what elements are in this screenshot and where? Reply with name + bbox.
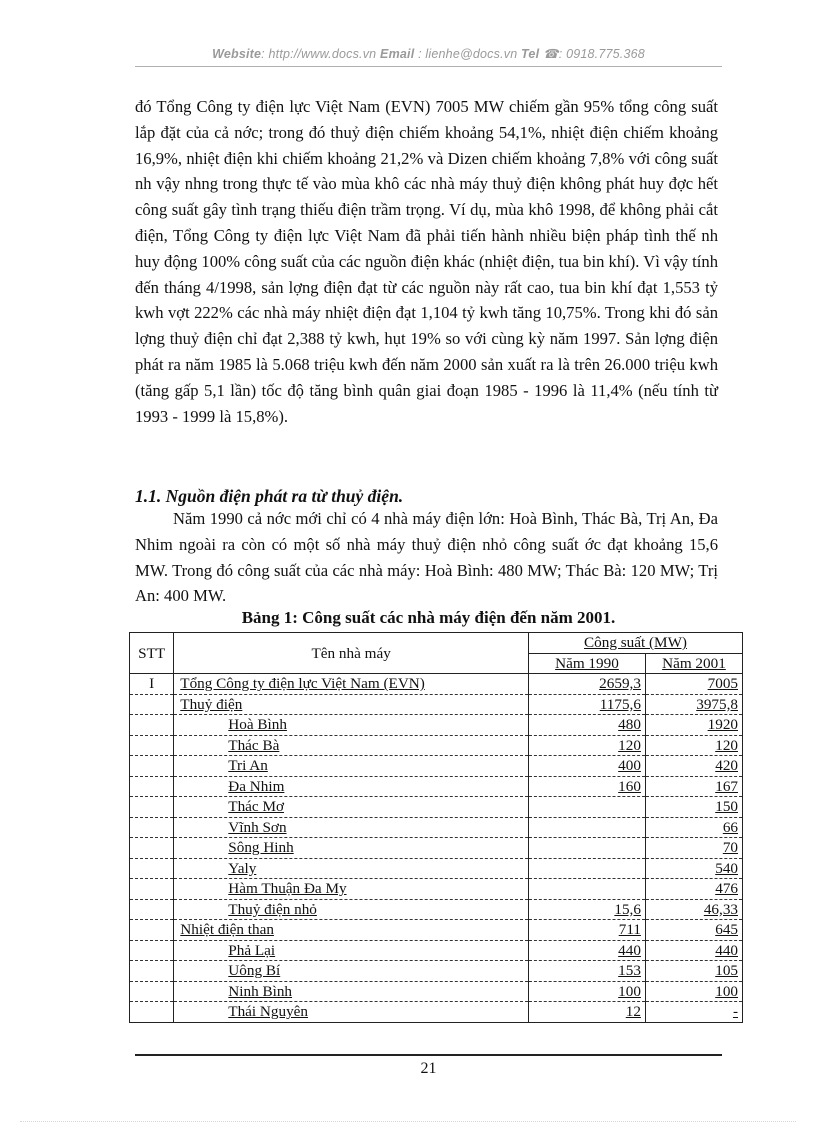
table-row	[130, 776, 743, 797]
row-value-1990: 711	[529, 920, 646, 941]
row-value-1990: 100	[529, 981, 646, 1002]
row-value-2001: 645	[645, 920, 742, 941]
row-value-2001: 100	[645, 981, 742, 1002]
page-bottom-dotted-line	[20, 1121, 796, 1122]
row-value-1990: 153	[529, 961, 646, 982]
row-value-2001: 420	[645, 756, 742, 777]
table-row	[130, 1002, 743, 1023]
header-1990: Năm 1990	[529, 653, 646, 674]
row-value-2001: 46,33	[645, 899, 742, 920]
table-row	[130, 715, 743, 736]
footer-rule	[135, 1054, 722, 1056]
row-stt	[130, 858, 174, 879]
table-header-row-1	[130, 633, 743, 654]
row-name: Thác Bà	[174, 735, 529, 756]
row-value-2001: 66	[645, 817, 742, 838]
row-value-1990: 400	[529, 756, 646, 777]
row-stt	[130, 694, 174, 715]
email-label: Email	[380, 47, 415, 61]
row-value-1990: 15,6	[529, 899, 646, 920]
row-stt	[130, 817, 174, 838]
row-name: Thác Mơ	[174, 797, 529, 818]
row-name: Hoà Bình	[174, 715, 529, 736]
row-name: Tổng Công ty điện lực Việt Nam (EVN)	[174, 674, 529, 695]
table-row	[130, 817, 743, 838]
table-row	[130, 961, 743, 982]
table-row	[130, 899, 743, 920]
row-stt	[130, 920, 174, 941]
row-value-2001: 440	[645, 940, 742, 961]
row-stt	[130, 776, 174, 797]
capacity-table	[129, 632, 743, 1023]
row-name: Sông Hinh	[174, 838, 529, 859]
row-value-2001: 167	[645, 776, 742, 797]
header-capacity: Công suất (MW)	[529, 633, 743, 654]
row-stt	[130, 756, 174, 777]
tel-label: Tel	[521, 47, 540, 61]
header-name: Tên nhà máy	[174, 633, 529, 674]
row-value-1990	[529, 879, 646, 900]
row-value-2001: 476	[645, 879, 742, 900]
row-stt: I	[130, 674, 174, 695]
row-name: Thái Nguyên	[174, 1002, 529, 1023]
table-row	[130, 735, 743, 756]
website-value: : http://www.docs.vn	[261, 47, 377, 61]
row-value-2001: 1920	[645, 715, 742, 736]
row-stt	[130, 879, 174, 900]
row-name: Đa Nhim	[174, 776, 529, 797]
email-value: : lienhe@docs.vn	[418, 47, 518, 61]
row-value-2001: 105	[645, 961, 742, 982]
table-caption: Bảng 1: Công suất các nhà máy điện đến năm 2001.	[241, 608, 616, 627]
table-row	[130, 858, 743, 879]
row-value-1990	[529, 817, 646, 838]
row-value-2001: 70	[645, 838, 742, 859]
row-value-2001: 7005	[645, 674, 742, 695]
table-row	[130, 981, 743, 1002]
row-stt	[130, 715, 174, 736]
row-value-1990	[529, 797, 646, 818]
row-stt	[130, 735, 174, 756]
row-name: Hàm Thuận Đa My	[174, 879, 529, 900]
row-name: Vĩnh Sơn	[174, 817, 529, 838]
row-name: Tri An	[174, 756, 529, 777]
page-header	[135, 46, 722, 61]
body-paragraph-2	[135, 506, 718, 609]
row-value-2001: 3975,8	[645, 694, 742, 715]
row-value-1990	[529, 838, 646, 859]
row-value-1990: 12	[529, 1002, 646, 1023]
row-value-1990: 120	[529, 735, 646, 756]
row-name: Yaly	[174, 858, 529, 879]
row-value-2001: -	[645, 1002, 742, 1023]
website-label: Website	[212, 47, 262, 61]
section-heading: 1.1. Nguồn điện phát ra từ thuỷ điện.	[135, 486, 404, 506]
row-name: Nhiệt điện than	[174, 920, 529, 941]
row-name: Thuỷ điện	[174, 694, 529, 715]
table-row	[130, 838, 743, 859]
row-name: Thuỷ điện nhỏ	[174, 899, 529, 920]
table-row	[130, 797, 743, 818]
header-stt: STT	[130, 633, 174, 674]
header-rule	[135, 66, 722, 67]
row-stt	[130, 797, 174, 818]
table-row	[130, 920, 743, 941]
row-stt	[130, 981, 174, 1002]
body-paragraph-1	[135, 94, 718, 429]
row-name: Uông Bí	[174, 961, 529, 982]
table-row	[130, 674, 743, 695]
page-number: 21	[420, 1060, 437, 1077]
row-value-1990	[529, 858, 646, 879]
row-value-1990: 1175,6	[529, 694, 646, 715]
header-2001: Năm 2001	[645, 653, 742, 674]
row-stt	[130, 899, 174, 920]
tel-value: : 0918.775.368	[558, 47, 645, 61]
row-value-2001: 150	[645, 797, 742, 818]
row-stt	[130, 940, 174, 961]
row-value-1990: 480	[529, 715, 646, 736]
row-name: Phả Lại	[174, 940, 529, 961]
row-value-1990: 160	[529, 776, 646, 797]
row-value-2001: 120	[645, 735, 742, 756]
table-row	[130, 940, 743, 961]
row-stt	[130, 1002, 174, 1023]
phone-icon: ☎	[542, 47, 559, 61]
row-value-1990: 440	[529, 940, 646, 961]
table-row	[130, 879, 743, 900]
paragraph-2-text: Năm 1990 cả nớc mới chỉ có 4 nhà máy điện lớn: Hoà Bình, Thác Bà, Trị An, Đa Nhim ngoài ra còn có một số nhà máy thuỷ điện nhỏ công suất ớc đạt khoảng 15,6 MW. Trong đó công suất của các nhà máy: Hoà Bình: 480 MW; Thác Bà: 120 MW; Trị An: 400 MW.	[135, 509, 718, 606]
row-value-1990: 2659,3	[529, 674, 646, 695]
row-value-2001: 540	[645, 858, 742, 879]
table-row	[130, 756, 743, 777]
table-row	[130, 694, 743, 715]
row-stt	[130, 961, 174, 982]
row-stt	[130, 838, 174, 859]
paragraph-1-text: đó Tổng Công ty điện lực Việt Nam (EVN) 7005 MW chiếm gần 95% tổng công suất lắp đặt của cả nớc; trong đó thuỷ điện chiếm khoảng 54,1%, nhiệt điện chiếm khoảng 16,9%, nhiệt điện khi chiếm khoảng 21,2% và Dizen chiếm khoảng 7,8% với công suất nh vậy nhng trong thực tế vào mùa khô các nhà máy thuỷ điện không phát huy đợc hết công suất gây tình trạng thiếu điện trầm trọng. Ví dụ, mùa khô 1998, để không phải cắt điện, Tổng Công ty điện lực Việt Nam đã phải tiến hành nhiều biện pháp tình thế nh huy động 100% công suất của các nguồn điện khác (nhiệt điện, tua bin khí). Vì vậy tính đến tháng 4/1998, sản lợng điện đạt từ các nguồn này rất cao, tua bin khí đạt 1,553 tỷ kwh vợt 222% các nhà máy nhiệt điện đạt 1,104 tỷ kwh tăng 10,75%. Trong khi đó sản lợng thuỷ điện chỉ đạt 2,388 tỷ kwh, hụt 19% so với cùng kỳ năm 1997. Sản lợng điện phát ra năm 1985 là 5.068 triệu kwh đến năm 2000 sản xuất ra là trên 26.000 triệu kwh (tăng gấp 5,1 lần) tốc độ tăng bình quân giai đoạn 1985 - 1996 là 11,4% (nếu tính từ 1993 - 1999 là 15,8%).	[135, 97, 718, 426]
row-name: Ninh Bình	[174, 981, 529, 1002]
